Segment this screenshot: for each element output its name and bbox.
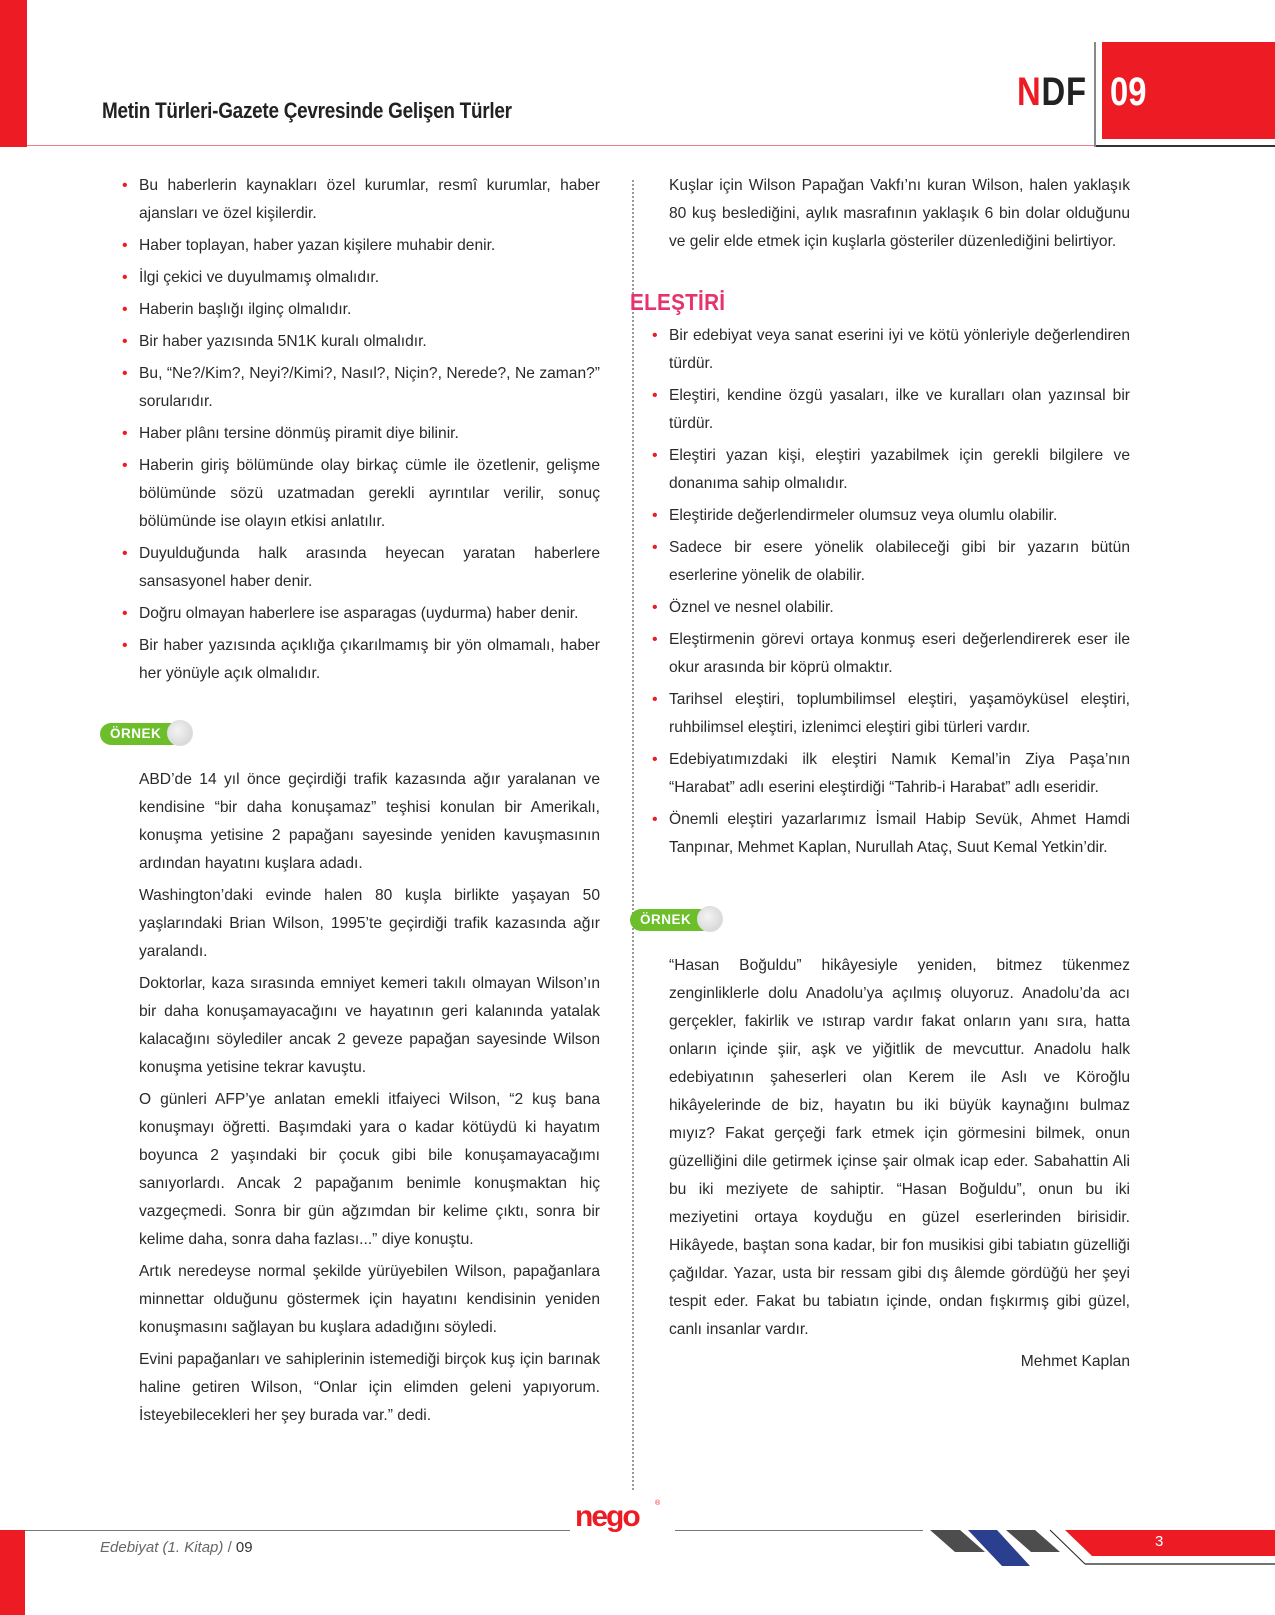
bullet-item <box>122 328 600 356</box>
series-label-n: N <box>1017 70 1042 114</box>
bullet-item <box>652 502 1130 530</box>
example-paragraph: O günleri AFP’ye anlatan emekli itfaiyeci Wilson, “2 kuş bana konuşmayı öğretti. Başımdaki yara o kadar kötüydü ki hayatım boyunca 2 yaşındaki bir çocuk gibi bile konuşamayacağımı sanıyorlardı. Ancak 2 papağanım benimle konuşmaktan hiç vazgeçmedi. Sonra bir gün ağzımdan bir kelime çıktı, sonra bir kelime daha, sonra daha fazlası...” diye konuştu. <box>139 1091 600 1248</box>
bullet-text: Haber toplayan, haber yazan kişilere muhabir denir. <box>139 237 496 254</box>
bullet-text: Eleştiri, kendine özgü yasaları, ilke ve kuralları olan yazınsal bir türdür. <box>669 387 1130 432</box>
footer-book-info <box>100 1539 253 1556</box>
footer-rule-middle <box>675 1530 923 1531</box>
red-margin-bar-bottom <box>0 1530 25 1615</box>
section-heading-elestiri: ELEŞTİRİ <box>630 289 726 315</box>
bullet-text: Öznel ve nesnel olabilir. <box>669 599 834 616</box>
bullet-text: Bu haberlerin kaynakları özel kurumlar, resmî kurumlar, haber ajansları ve özel kişilerdir. <box>139 177 600 222</box>
bullet-dot-icon: • <box>122 637 128 654</box>
bullet-item <box>122 452 600 536</box>
bullet-dot-icon: • <box>652 539 658 556</box>
bullet-item <box>652 686 1130 742</box>
bullet-dot-icon: • <box>652 751 658 768</box>
series-label-df: DF <box>1041 70 1087 114</box>
news-bullet-list <box>122 172 600 688</box>
bullet-text: Tarihsel eleştiri, toplumbilimsel eleştiri, yaşamöyküsel eleştiri, ruhbilimsel eleştiri, izlenimci eleştiri gibi türleri vardır. <box>669 691 1130 736</box>
bullet-text: Edebiyatımızdaki ilk eleştiri Namık Kemal’in Ziya Paşa’nın “Harabat” adlı eserini eleştirdiği “Tahrib-i Harabat” adlı eseridir. <box>669 751 1130 796</box>
footer-separator: / <box>223 1539 236 1556</box>
bullet-text: Bu, “Ne?/Kim?, Neyi?/Kimi?, Nasıl?, Niçin?, Nerede?, Ne zaman?” sorularıdır. <box>139 365 600 410</box>
registered-mark-icon: ® <box>655 1500 661 1507</box>
bullet-item <box>652 806 1130 862</box>
header-divider <box>1094 42 1096 147</box>
page-number: 3 <box>1155 1533 1164 1550</box>
unit-number: 09 <box>1110 70 1147 114</box>
example-text-block <box>122 766 600 1430</box>
bullet-text: Haberin başlığı ilginç olmalıdır. <box>139 301 352 318</box>
footer-unit: 09 <box>235 1539 253 1556</box>
bullet-dot-icon: • <box>652 507 658 524</box>
bullet-text: Bir haber yazısında 5N1K kuralı olmalıdır. <box>139 333 427 350</box>
bullet-item <box>652 382 1130 438</box>
bullet-text: Bir edebiyat veya sanat eserini iyi ve kötü yönleriyle değerlendiren türdür. <box>669 327 1130 372</box>
bullet-item <box>652 594 1130 622</box>
example-paragraph: Evini papağanları ve sahiplerinin istemediği birçok kuş için barınak haline getiren Wilson, “Onlar için elimden geleni yapıyorum. İsteyebilecekleri her şey burada var.” dedi. <box>139 1351 600 1424</box>
publisher-logo-text: nego <box>575 1500 639 1533</box>
bullet-text: Doğru olmayan haberlere ise asparagas (uydurma) haber denir. <box>139 605 579 622</box>
bullet-text: Bir haber yazısında açıklığa çıkarılmamış bir yön olmamalı, haber her yönüyle açık olmalıdır. <box>139 637 600 682</box>
bullet-item <box>652 534 1130 590</box>
example-badge <box>100 720 183 746</box>
critique-bullet-list <box>652 322 1130 862</box>
bullet-dot-icon: • <box>652 387 658 404</box>
example-badge-knob <box>167 720 193 746</box>
bullet-dot-icon: • <box>652 691 658 708</box>
example-badge <box>630 906 713 932</box>
bullet-dot-icon: • <box>652 631 658 648</box>
bullet-text: Haber plânı tersine dönmüş piramit diye bilinir. <box>139 425 459 442</box>
example-badge-label: ÖRNEK <box>100 723 183 745</box>
footer-book-title: Edebiyat (1. Kitap) <box>100 1539 224 1556</box>
example-badge-knob <box>697 906 723 932</box>
bullet-item <box>122 632 600 688</box>
bullet-item <box>652 746 1130 802</box>
bullet-dot-icon: • <box>122 365 128 382</box>
page-number-badge <box>1065 1530 1275 1556</box>
bullet-text: Haberin giriş bölümünde olay birkaç cümle ile özetlenir, gelişme bölümünde sözü uzatmadan gerekli ayrıntılar verilir, sonuç bölümünde ise olayın etkisi anlatılır. <box>139 457 600 530</box>
bullet-text: Eleştiri yazan kişi, eleştiri yazabilmek için gerekli bilgilere ve donanıma sahip olmalıdır. <box>669 447 1130 492</box>
bullet-text: Duyulduğunda halk arasında heyecan yaratan haberlere sansasyonel haber denir. <box>139 545 600 590</box>
bullet-dot-icon: • <box>122 237 128 254</box>
left-column <box>110 172 600 1434</box>
example-author: Mehmet Kaplan <box>1020 1353 1130 1370</box>
red-margin-bar-top <box>0 0 27 147</box>
footer-stripes <box>930 1528 1275 1568</box>
example-paragraph: ABD’de 14 yıl önce geçirdiği trafik kazasında ağır yaralanan ve kendisine “bir daha konuşamaz” teşhisi konulan bir Amerikalı, konuşma yetisine 2 papağanı sayesinde yeniden kavuşmasının ardından hayatını kuşlara adadı. <box>139 771 600 872</box>
bullet-text: Eleştirmenin görevi ortaya konmuş eseri değerlendirerek eser ile okur arasında bir köprü olmaktır. <box>669 631 1130 676</box>
footer-rule-left <box>25 1530 570 1531</box>
bullet-dot-icon: • <box>122 425 128 442</box>
header-rule <box>27 145 1127 146</box>
bullet-item <box>122 264 600 292</box>
bullet-item <box>122 420 600 448</box>
bullet-item <box>122 296 600 324</box>
bullet-dot-icon: • <box>122 545 128 562</box>
bullet-item <box>652 322 1130 378</box>
bullet-text: Önemli eleştiri yazarlarımız İsmail Habip Sevük, Ahmet Hamdi Tanpınar, Mehmet Kaplan, Nurullah Ataç, Suut Kemal Yetkin’dir. <box>669 811 1130 856</box>
bullet-dot-icon: • <box>652 327 658 344</box>
publisher-logo <box>575 1500 665 1540</box>
bullet-dot-icon: • <box>122 177 128 194</box>
bullet-text: Sadece bir esere yönelik olabileceği gibi bir yazarın bütün eserlerine yönelik de olabilir. <box>669 539 1130 584</box>
bullet-text: Eleştiride değerlendirmeler olumsuz veya olumlu olabilir. <box>669 507 1058 524</box>
bullet-item <box>652 442 1130 498</box>
example-paragraph: Doktorlar, kaza sırasında emniyet kemeri takılı olmayan Wilson’ın bir daha konuşamayacağını ve hayatının geri kalanında yatalak kalacağını söylediler ancak 2 geveze papağan sayesinde Wilson konuşma yetisine tekrar kavuştu. <box>139 975 600 1076</box>
bullet-item <box>122 600 600 628</box>
bullet-dot-icon: • <box>122 457 128 474</box>
continued-paragraph: Kuşlar için Wilson Papağan Vakfı’nı kuran Wilson, halen yaklaşık 80 kuş beslediğini, aylık masrafının yaklaşık 6 bin dolar olduğunu ve gelir elde etmek için kuşlarla gösteriler düzenlediğini belirtiyor. <box>669 177 1130 250</box>
bullet-item <box>122 540 600 596</box>
unit-badge-underline <box>1096 145 1275 147</box>
bullet-item <box>122 172 600 228</box>
example-paragraph: Artık neredeyse normal şekilde yürüyebilen Wilson, papağanlara minnettar olduğunu göstermek için hayatını kendisinin yeniden konuşmasını sağlayan bu kuşlara adadığını söyledi. <box>139 1263 600 1336</box>
bullet-dot-icon: • <box>652 811 658 828</box>
bullet-item <box>122 232 600 260</box>
bullet-dot-icon: • <box>652 447 658 464</box>
right-column <box>630 172 1130 1376</box>
bullet-dot-icon: • <box>652 599 658 616</box>
column-divider <box>632 180 634 1490</box>
bullet-item <box>122 360 600 416</box>
example-badge-label: ÖRNEK <box>630 909 713 931</box>
bullet-dot-icon: • <box>122 269 128 286</box>
bullet-dot-icon: • <box>122 333 128 350</box>
bullet-dot-icon: • <box>122 605 128 622</box>
bullet-item <box>652 626 1130 682</box>
bullet-dot-icon: • <box>122 301 128 318</box>
series-label <box>1017 70 1087 115</box>
example-paragraph: “Hasan Boğuldu” hikâyesiyle yeniden, bitmez tükenmez zenginliklerle dolu Anadolu’ya açılmış oluyoruz. Anadolu’da acı gerçekler, fakirlik ve ıstırap vardır fakat onların yanı sıra, hatta onların içinde şiir, aşk ve yiğitlik de mevcuttur. Anadolu halk edebiyatının şaheserleri olan Kerem ile Aslı ve Köroğlu hikâyelerinde de biz, hayatın bu iki büyük kaynağını bulmaz mıyız? Fakat gerçeği fark etmek için görmesini bilmek, onun güzelliğini dile getirmek içinse şair olmak icap eder. Sabahattin Ali bu iki meziyete de sahiptir. “Hasan Boğuldu”, onun bu iki meziyetini ortaya koyduğu en güzel eserlerinden birisidir. Hikâyede, baştan sona kadar, bir fon musikisi gibi tabiatın güzelliği çağıldar. Yazar, usta bir ressam gibi dış âlemde gördüğü her şeyi tespit eder. Fakat bu tabiatın içinde, ondan fışkırmış gibi güzel, canlı insanlar vardır. <box>669 957 1130 1338</box>
page-title: Metin Türleri-Gazete Çevresinde Gelişen Türler <box>102 98 512 123</box>
bullet-text: İlgi çekici ve duyulmamış olmalıdır. <box>139 269 380 286</box>
example-paragraph: Washington’daki evinde halen 80 kuşla birlikte yaşayan 50 yaşlarındaki Brian Wilson, 1995’te geçirdiği trafik kazasında ağır yaralandı. <box>139 887 600 960</box>
